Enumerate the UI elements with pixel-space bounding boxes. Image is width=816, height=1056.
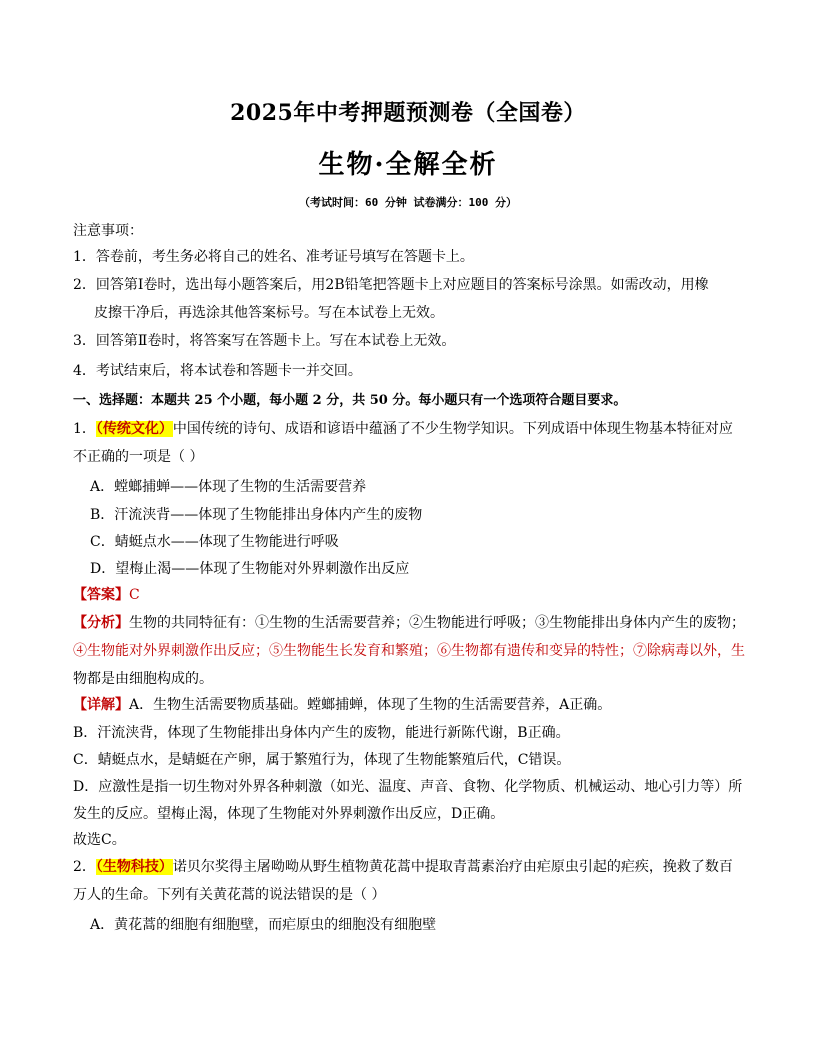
notice-item-2: 2．回答第Ⅰ卷时，选出每小题答案后，用2B铅笔把答题卡上对应题目的答案标号涂黑。如需改动，用橡 — [73, 277, 709, 293]
detail-line-c: C．蜻蜓点水，是蜻蜓在产卵，属于繁殖行为，体现了生物能繁殖后代，C错误。 — [73, 752, 571, 768]
detail-line-b: B．汗流浃背，体现了生物能排出身体内产生的废物，能进行新陈代谢，B正确。 — [73, 725, 570, 741]
page-title: 2025年中考押题预测卷（全国卷） — [230, 100, 586, 126]
analysis-line-2: ④生物能对外界刺激作出反应；⑤生物能生长发育和繁殖；⑥生物都有遗传和变异的特性；⑦除病毒以外，生 — [73, 643, 745, 659]
question-tag: （传统文化） — [95, 421, 173, 437]
analysis-label: 【分析】 — [73, 615, 129, 631]
notice-item-3: 3．回答第Ⅱ卷时，将答案写在答题卡上。写在本试卷上无效。 — [73, 333, 456, 349]
question-1-stem-cont: 不正确的一项是（ ） — [73, 449, 204, 465]
notice-item-1: 1．答卷前，考生务必将自己的姓名、准考证号填写在答题卡上。 — [73, 249, 474, 265]
analysis-line-1 — [73, 614, 753, 632]
analysis-text: 生物的共同特征有：①生物的生活需要营养；②生物能进行呼吸；③生物能排出身体内产生的废物； — [129, 615, 745, 631]
question-2-stem-cont: 万人的生命。下列有关黄花蒿的说法错误的是（ ） — [73, 887, 386, 903]
answer-line — [73, 586, 753, 604]
detail-line-d: D．应激性是指一切生物对外界各种刺激（如光、温度、声音、食物、化学物质、机械运动、地心引力等）所 — [73, 779, 743, 795]
analysis-line-3: 物都是由细胞构成的。 — [73, 671, 213, 687]
section-heading: 一、选择题：本题共 25 个小题，每小题 2 分，共 50 分。每小题只有一个选项符合题目要求。 — [73, 393, 627, 408]
question-1-option-d: D．望梅止渴——体现了生物能对外界刺激作出反应 — [90, 561, 410, 577]
answer-value: C — [129, 587, 140, 603]
question-1-option-c: C．蜻蜓点水——体现了生物能进行呼吸 — [90, 534, 339, 550]
question-number: 1． — [73, 421, 96, 437]
conclusion: 故选C。 — [73, 832, 126, 848]
question-2-option-a: A．黄花蒿的细胞有细胞壁，而疟原虫的细胞没有细胞壁 — [90, 917, 437, 933]
question-text: 中国传统的诗句、成语和谚语中蕴涵了不少生物学知识。下列成语中体现生物基本特征对应 — [172, 421, 733, 437]
question-tag: （生物科技） — [95, 859, 173, 875]
question-2-stem — [73, 858, 753, 876]
detail-text: A．生物生活需要物质基础。螳螂捕蝉，体现了生物的生活需要营养，A正确。 — [129, 697, 612, 713]
question-1-option-a: A．螳螂捕蝉——体现了生物的生活需要营养 — [90, 479, 367, 495]
question-number: 2． — [73, 859, 96, 875]
detail-label: 【详解】 — [73, 697, 129, 713]
page-subtitle: 生物·全解全析 — [318, 150, 498, 180]
question-1-option-b: B．汗流浃背——体现了生物能排出身体内产生的废物 — [90, 507, 423, 523]
notice-item-2-cont: 皮擦干净后，再选涂其他答案标号。写在本试卷上无效。 — [94, 305, 444, 321]
exam-info: （考试时间：60 分钟 试卷满分：100 分） — [299, 196, 517, 209]
detail-line-d-cont: 发生的反应。望梅止渴，体现了生物能对外界刺激作出反应，D正确。 — [73, 806, 505, 822]
notice-heading: 注意事项： — [73, 223, 143, 239]
question-text: 诺贝尔奖得主屠呦呦从野生植物黄花蒿中提取青蒿素治疗由疟原虫引起的疟疾，挽救了数百 — [172, 859, 733, 875]
question-1-stem — [73, 420, 753, 438]
notice-item-4: 4．考试结束后，将本试卷和答题卡一并交回。 — [73, 363, 362, 379]
detail-line-a — [73, 696, 753, 714]
answer-label: 【答案】 — [73, 587, 129, 603]
